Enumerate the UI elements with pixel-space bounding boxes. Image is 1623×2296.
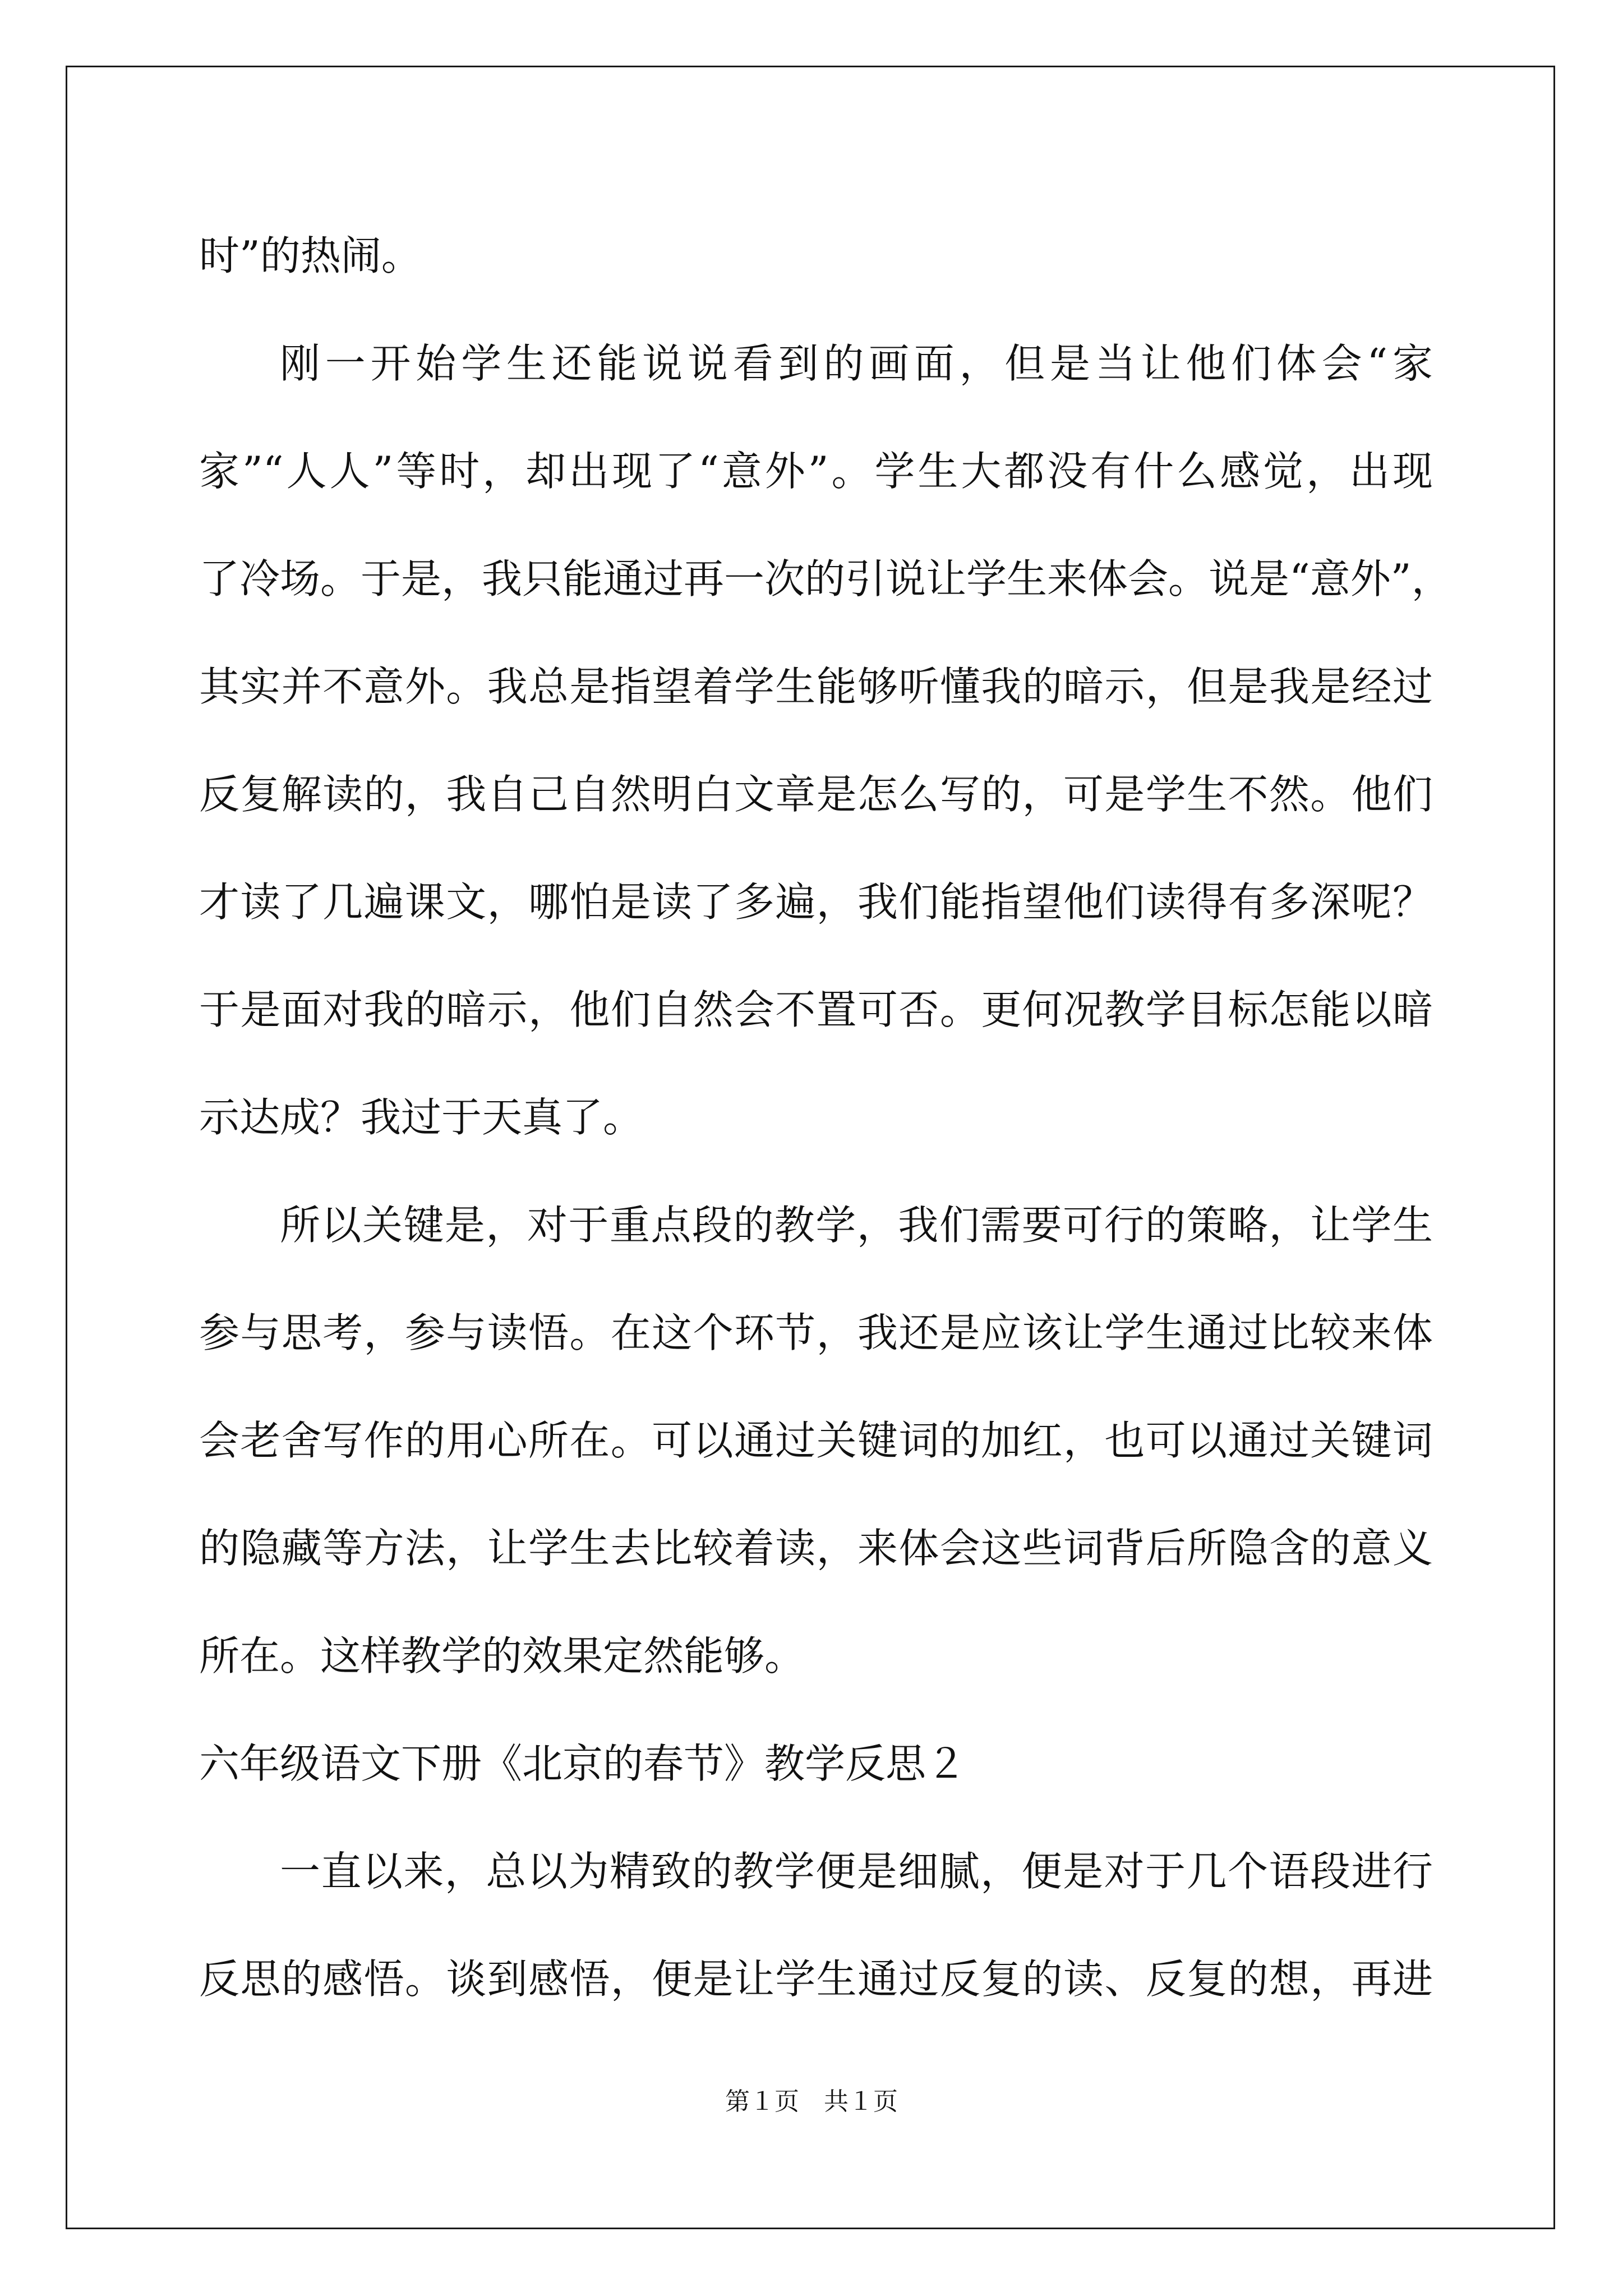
text-line: 的隐藏等方法，让学生去比较着读，来体会这些词背后所隐含的意义 — [199, 1525, 1433, 1572]
text-line: 其实并不意外。我总是指望着学生能够听懂我的暗示，但是我是经过 — [199, 663, 1433, 710]
text-line: 反思的感悟。谈到感悟，便是让学生通过反复的读、反复的想，再进 — [199, 1955, 1433, 2003]
text-line: 示达成？我过于天真了。 — [199, 1094, 644, 1141]
section-heading: 六年级语文下册《北京的春节》教学反思２ — [199, 1740, 967, 1787]
paragraph-1 — [199, 202, 1433, 310]
text-line: 刚一开始学生还能说说看到的画面，但是当让他们体会“家 — [280, 340, 1433, 387]
text-line: 了冷场。于是，我只能通过再一次的引说让学生来体会。说是“意外”， — [199, 555, 1452, 602]
text-line: 参与思考，参与读悟。在这个环节，我还是应该让学生通过比较来体 — [199, 1309, 1433, 1356]
text-line: 家”“人人”等时，却出现了“意外”。学生大都没有什么感觉，出现 — [199, 448, 1433, 495]
text-line: 一直以来，总以为精致的教学便是细腻，便是对于几个语段进行 — [280, 1848, 1433, 1895]
document-body — [199, 202, 1452, 2033]
text-line: 时”的热闹。 — [199, 232, 422, 279]
text-line: 反复解读的，我自己自然明白文章是怎么写的，可是学生不然。他们 — [199, 771, 1433, 818]
text-line: 所以关键是，对于重点段的教学，我们需要可行的策略，让学生 — [280, 1202, 1433, 1249]
text-line: 所在。这样教学的效果定然能够。 — [199, 1632, 805, 1680]
paragraph-2 — [199, 310, 1452, 1171]
text-line: 才读了几遍课文，哪怕是读了多遍，我们能指望他们读得有多深呢？ — [199, 878, 1433, 926]
page-footer: 第１页 共１页 — [725, 2087, 898, 2116]
paragraph-3 — [199, 1171, 1433, 1710]
text-line: 于是面对我的暗示，他们自然会不置可否。更何况教学目标怎能以暗 — [199, 986, 1433, 1033]
paragraph-4 — [199, 1818, 1433, 2033]
text-line: 会老舍写作的用心所在。可以通过关键词的加红，也可以通过关键词 — [199, 1417, 1433, 1464]
